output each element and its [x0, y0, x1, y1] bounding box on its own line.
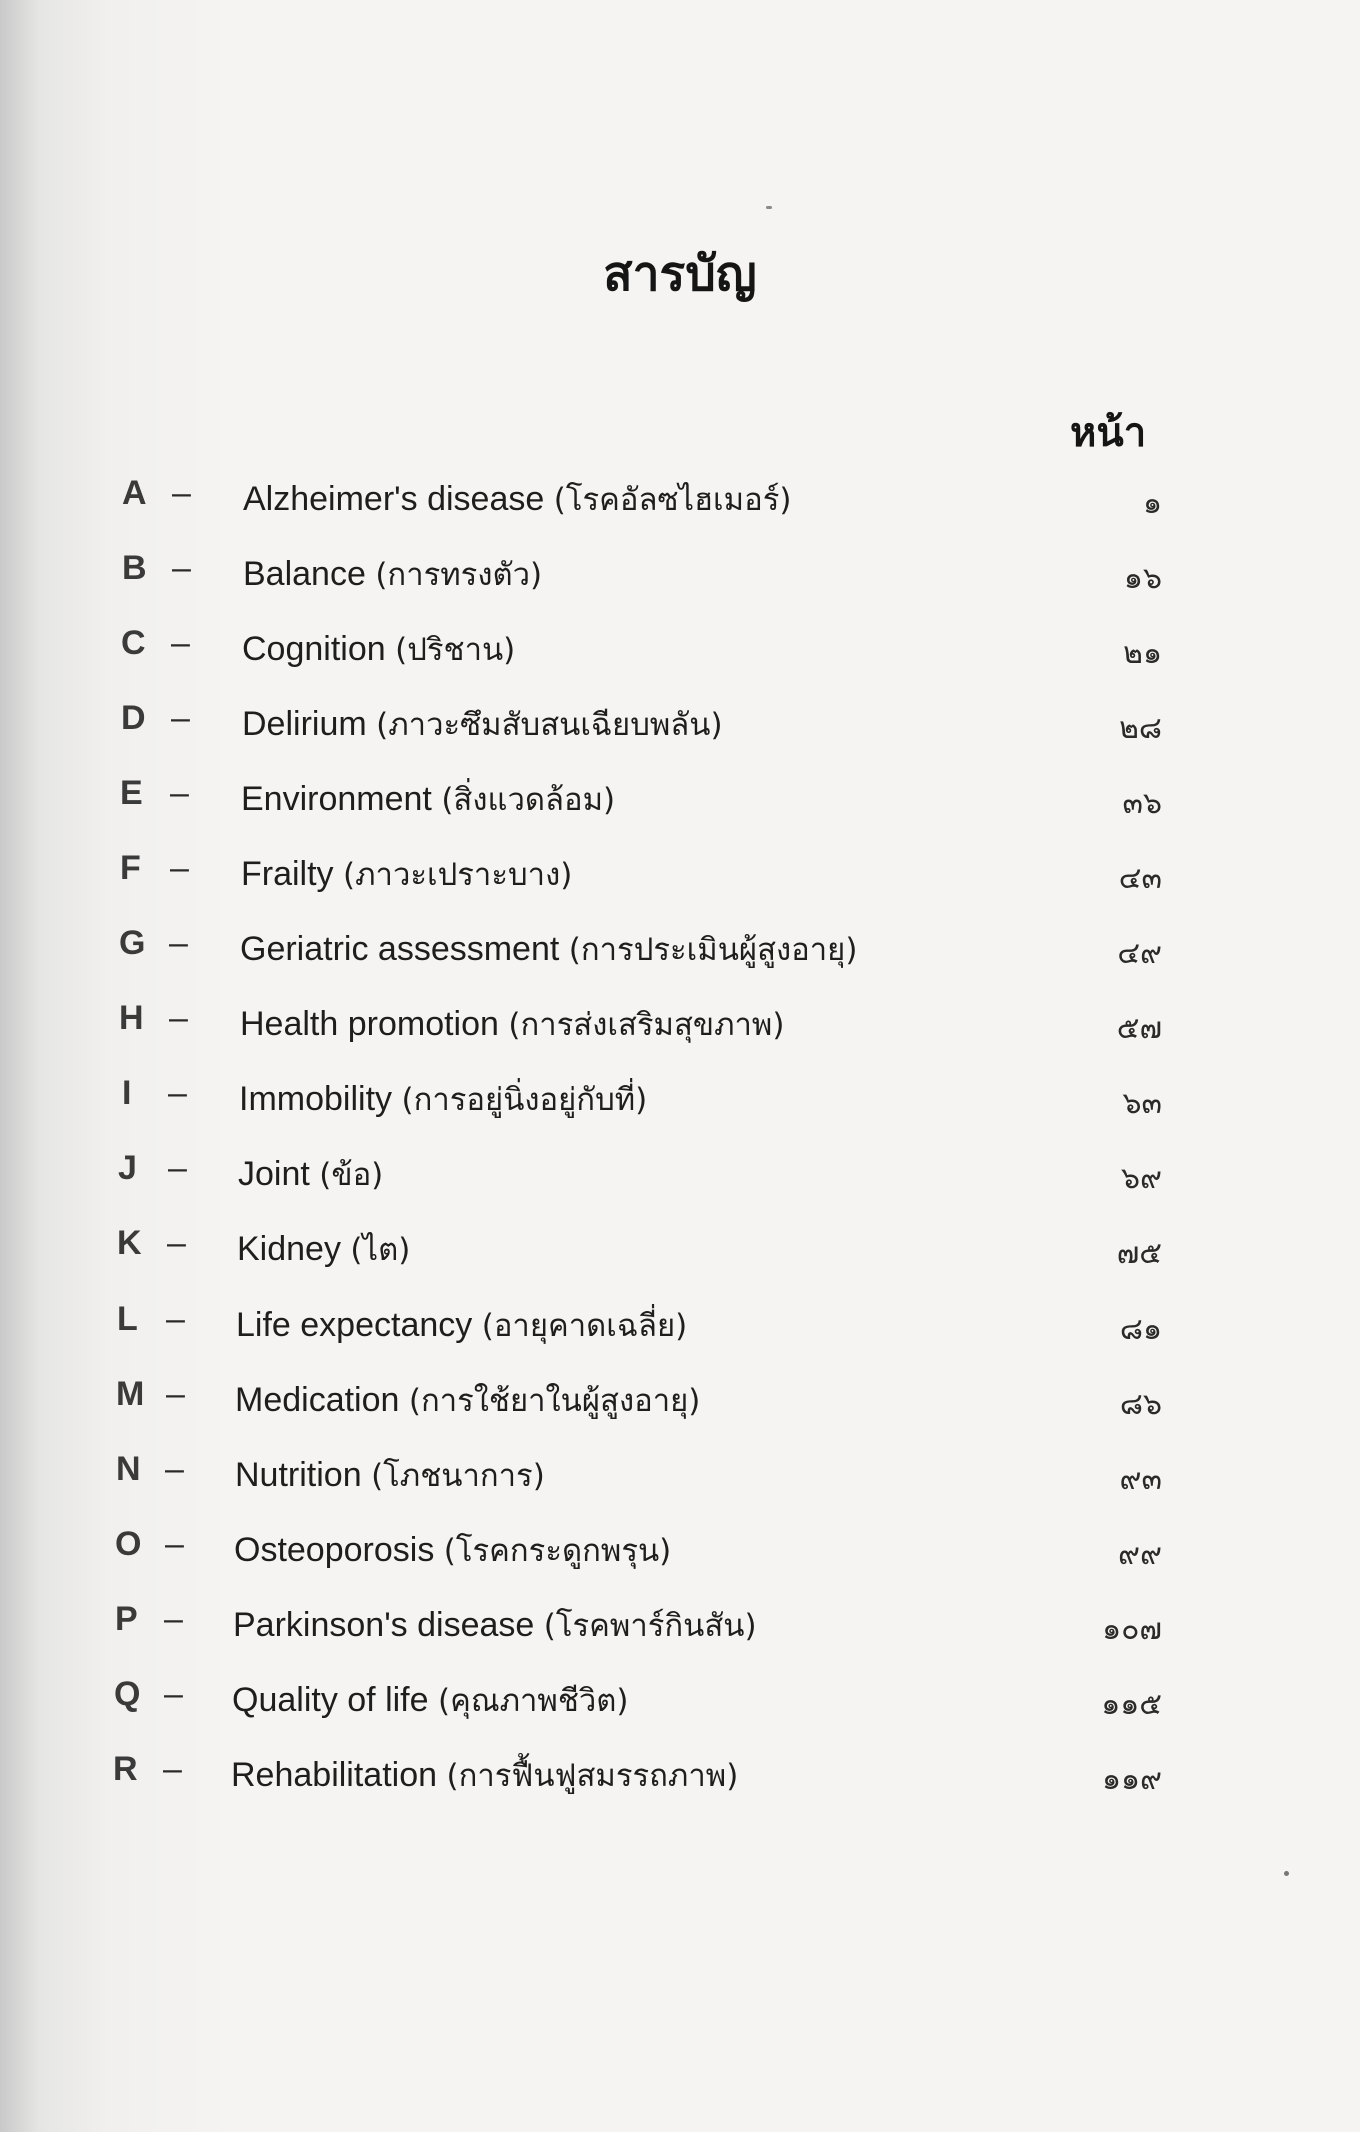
toc-entry — [0, 549, 1360, 609]
entry-english: Life expectancy — [236, 1306, 473, 1344]
toc-entry — [0, 1074, 1360, 1134]
entry-title — [231, 1750, 738, 1800]
toc-entry — [0, 1525, 1360, 1585]
toc-entry — [0, 474, 1360, 534]
entry-dash: – — [171, 699, 190, 737]
entry-title — [241, 849, 572, 899]
entry-title — [233, 1600, 757, 1650]
entry-page-number: ๓๖ — [1122, 786, 1162, 821]
entry-dash: – — [169, 999, 188, 1037]
entry-dash: – — [164, 1600, 183, 1638]
entry-english: Balance — [243, 555, 366, 593]
entry-page-number: ๕๗ — [1116, 1011, 1162, 1046]
entry-thai: (ภาวะซึมสับสนเฉียบพลัน) — [376, 707, 723, 743]
toc-entry — [0, 1375, 1360, 1435]
entry-english: Delirium — [242, 705, 367, 743]
entry-page-number: ๙๙ — [1118, 1537, 1162, 1572]
entry-english: Environment — [241, 780, 432, 818]
entry-thai: (ไต) — [350, 1232, 411, 1268]
entry-letter: L — [117, 1300, 138, 1338]
entry-thai: (คุณภาพชีวิต) — [437, 1683, 629, 1719]
entry-page-number: ๒๘ — [1119, 711, 1162, 746]
entry-letter: D — [121, 699, 146, 737]
entry-page-number: ๑๑๕ — [1101, 1687, 1162, 1722]
entry-letter: H — [119, 999, 144, 1037]
entry-title — [242, 624, 515, 674]
entry-page-number: ๑ — [1142, 486, 1162, 521]
entry-english: Cognition — [242, 630, 386, 668]
entry-title — [242, 699, 723, 749]
entry-dash: – — [164, 1675, 183, 1713]
entry-thai: (การส่งเสริมสุขภาพ) — [508, 1007, 785, 1043]
entry-title — [243, 474, 791, 524]
entry-letter: R — [113, 1750, 138, 1788]
entry-letter: E — [120, 774, 143, 812]
entry-thai: (การฟื้นฟูสมรรถภาพ) — [446, 1758, 739, 1794]
entry-dash: – — [167, 1224, 186, 1262]
entry-title — [236, 1300, 687, 1350]
entry-title — [238, 1149, 383, 1199]
entry-thai: (การอยู่นิ่งอยู่กับที่) — [401, 1082, 648, 1118]
entry-page-number: ๑๑๙ — [1101, 1762, 1162, 1797]
entry-english: Osteoporosis — [234, 1531, 435, 1569]
entry-thai: (โรคกระดูกพรุน) — [443, 1533, 672, 1569]
entry-letter: P — [115, 1600, 138, 1638]
entry-thai: (ภาวะเปราะบาง) — [343, 857, 573, 893]
toc-entry — [0, 1300, 1360, 1360]
entry-page-number: ๙๓ — [1119, 1462, 1162, 1497]
entry-title — [241, 774, 615, 824]
toc-entry — [0, 1600, 1360, 1660]
entry-dash: – — [163, 1750, 182, 1788]
entry-thai: (การประเมินผู้สูงอายุ) — [568, 932, 858, 968]
entry-title — [243, 549, 542, 599]
entry-english: Frailty — [241, 855, 334, 893]
entry-english: Nutrition — [235, 1456, 362, 1494]
toc-entry — [0, 924, 1360, 984]
entry-page-number: ๖๙ — [1120, 1161, 1162, 1196]
entry-title — [237, 1224, 410, 1274]
entry-thai: (อายุคาดเฉลี่ย) — [481, 1308, 688, 1344]
entry-letter: G — [119, 924, 146, 962]
entry-letter: Q — [114, 1675, 141, 1713]
entry-dash: – — [166, 1300, 185, 1338]
entry-english: Alzheimer's disease — [243, 480, 545, 518]
entry-dash: – — [172, 549, 191, 587]
entry-dash: – — [166, 1375, 185, 1413]
entry-dash: – — [169, 924, 188, 962]
entry-page-number: ๑๖ — [1123, 561, 1162, 596]
entry-thai: (การทรงตัว) — [375, 557, 543, 593]
entry-title — [239, 1074, 647, 1124]
toc-entry — [0, 774, 1360, 834]
toc-entry — [0, 1224, 1360, 1284]
entry-letter: K — [117, 1224, 142, 1262]
page-column-heading: หน้า — [1070, 410, 1147, 456]
entry-thai: (ข้อ) — [319, 1157, 384, 1193]
entry-letter: B — [122, 549, 147, 587]
entry-page-number: ๗๕ — [1116, 1236, 1162, 1271]
entry-page-number: ๘๖ — [1119, 1387, 1162, 1422]
entry-thai: (การใช้ยาในผู้สูงอายุ) — [408, 1383, 701, 1419]
entry-letter: M — [116, 1375, 145, 1413]
entry-dash: – — [168, 1149, 187, 1187]
entry-english: Health promotion — [240, 1005, 499, 1043]
entry-letter: A — [122, 474, 147, 512]
entry-thai: (ปริชาน) — [395, 632, 516, 668]
toc-entry — [0, 1750, 1360, 1810]
entry-dash: – — [165, 1450, 184, 1488]
entry-title — [234, 1525, 671, 1575]
entry-dash: – — [165, 1525, 184, 1563]
entry-page-number: ๒๑ — [1123, 636, 1162, 671]
entry-dash: – — [170, 849, 189, 887]
entry-english: Quality of life — [232, 1681, 429, 1719]
entry-title — [240, 924, 857, 974]
entry-page-number: ๖๓ — [1122, 1086, 1162, 1121]
toc-entry — [0, 1149, 1360, 1209]
entry-thai: (โรคอัลซไฮเมอร์) — [553, 482, 792, 518]
entry-dash: – — [171, 624, 190, 662]
entry-english: Parkinson's disease — [233, 1606, 535, 1644]
entry-english: Joint — [238, 1155, 310, 1193]
toc-entry — [0, 999, 1360, 1059]
entry-english: Immobility — [239, 1080, 393, 1118]
page-title: สารบัญ — [603, 246, 757, 302]
entry-thai: (โภชนาการ) — [371, 1458, 545, 1494]
entry-letter: F — [120, 849, 141, 887]
entry-english: Medication — [235, 1381, 400, 1419]
entry-thai: (โรคพาร์กินสัน) — [543, 1608, 757, 1644]
entry-letter: O — [115, 1525, 142, 1563]
entry-dash: – — [170, 774, 189, 812]
entry-letter: I — [122, 1074, 132, 1112]
entry-page-number: ๘๑ — [1119, 1312, 1162, 1347]
toc-entry — [0, 624, 1360, 684]
print-speck — [1284, 1871, 1289, 1876]
entry-dash: – — [172, 474, 191, 512]
entry-letter: N — [116, 1450, 141, 1488]
entry-page-number: ๔๓ — [1118, 861, 1162, 896]
entry-english: Geriatric assessment — [240, 930, 560, 968]
print-speck — [766, 206, 772, 209]
entry-letter: J — [118, 1149, 137, 1187]
toc-entry — [0, 1675, 1360, 1735]
entry-title — [232, 1675, 629, 1725]
entry-english: Rehabilitation — [231, 1756, 438, 1794]
toc-entry — [0, 699, 1360, 759]
entry-page-number: ๑๐๗ — [1102, 1612, 1162, 1647]
entry-page-number: ๔๙ — [1117, 936, 1162, 971]
entry-dash: – — [168, 1074, 187, 1112]
toc-entry — [0, 849, 1360, 909]
entry-title — [235, 1450, 545, 1500]
entry-title — [240, 999, 784, 1049]
entry-title — [235, 1375, 700, 1425]
toc-entry — [0, 1450, 1360, 1510]
entry-letter: C — [121, 624, 146, 662]
entry-thai: (สิ่งแวดล้อม) — [441, 782, 616, 818]
entry-english: Kidney — [237, 1230, 341, 1268]
